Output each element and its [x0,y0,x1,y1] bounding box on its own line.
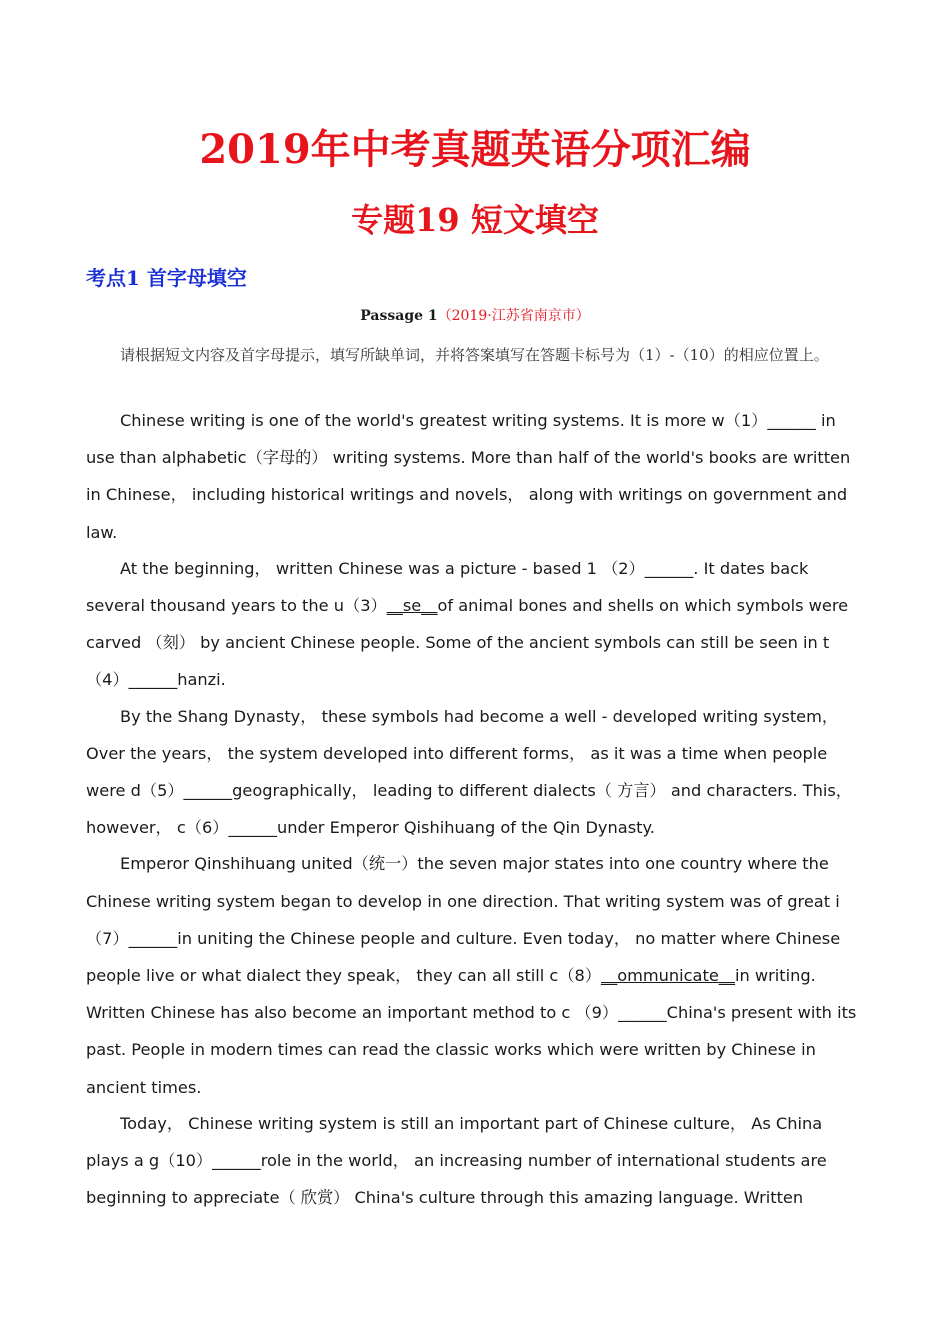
document-subtitle: 专题19 短文填空 [351,201,599,239]
section-heading: 考点1 首字母填空 [86,266,247,290]
paragraph-5: Today， Chinese writing system is still an important part of Chinese culture， As China plays a g（10）______role in the world， an increasing number of international students are beginning to appreciate（ 欣赏） China's culture through this amazing language. Written [86,1113,827,1208]
passage-heading [0,304,950,328]
paragraph-4-part-1: Emperor Qinshihuang united（统一）the seven major states into one country where the Chinese writing system began to develop in one direction. That writing system was of great i（7）______in uniting the Chinese people and culture. Even today， no matter where Chinese people live or what dialect they speak， they can all still c（8） [86,854,841,986]
passage-source: （2019·江苏省南京市） [437,308,590,324]
paragraph-2 [86,550,868,699]
paragraph-2-part-2: of animal bones and shells on which symbols were carved （刻） by ancient Chinese people. Some of the ancient symbols can still be seen in t （4）______hanzi. [86,596,849,690]
paragraph-1: Chinese writing is one of the world's greatest writing systems. It is more w（1）______ in use than alphabetic（字母的） writing systems. More than half of the world's books are written in Chinese， including historical writings and novels， along with writings on government and law. [86,411,851,542]
passage-label: Passage 1 [360,308,438,324]
instruction-text: 请根据短文内容及首字母提示，填写所缺单词，并将答案填写在答题卡标号为（1）-（10）的相应位置上。 [120,346,829,364]
passage-body [86,402,868,1215]
filled-answer-3: __se__ [386,596,438,616]
paragraph-4-part-2: in writing. Written Chinese has also become an important method to c （9）______China's present with its past. People in modern times can read the classic works which were written by Chinese in ancient times. [86,966,857,1097]
paragraph-4 [86,845,868,1105]
paragraph-3: By the Shang Dynasty， these symbols had become a well - developed writing system， Over the years， the system developed into different forms， as it was a time when people were d（5）______geographically， leading to different dialects（ 方言） and characters. This， however， c（6）______under Emperor Qishihuang of the Qin Dynasty. [86,706,852,838]
document-title: 2019年中考真题英语分项汇编 [199,126,751,173]
paragraph-2-part-1: At the beginning， written Chinese was a picture - based 1 （2）______. It dates back several thousand years to the u（3） [86,558,809,616]
filled-answer-8: __ommunicate__ [601,966,735,986]
